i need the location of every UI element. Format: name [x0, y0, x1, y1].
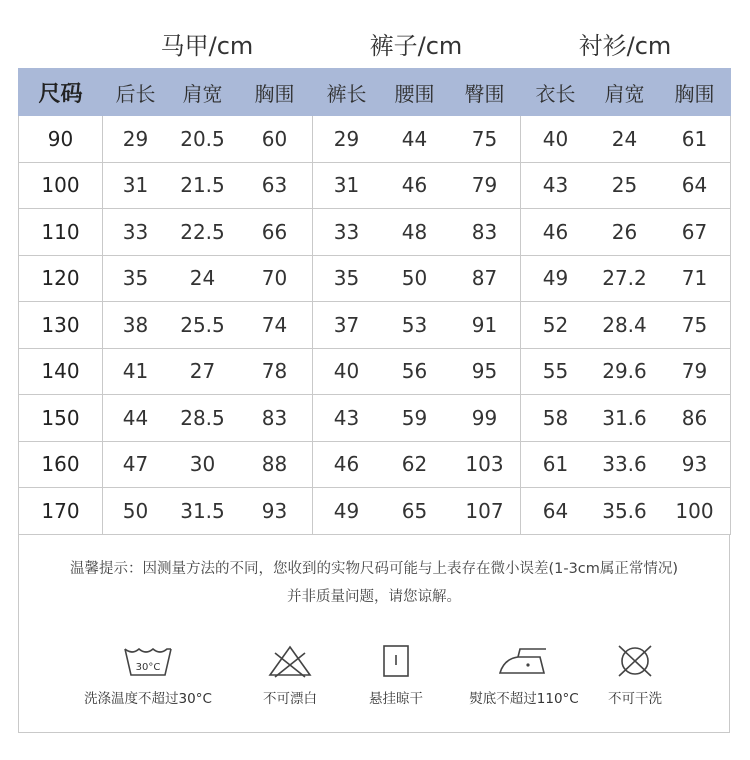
cell-shirt-shoulder: 24 [591, 116, 659, 163]
cell-size: 150 [19, 395, 103, 442]
table-row [19, 302, 731, 349]
cell-pants-hip: 87 [449, 255, 521, 302]
cell-pants-waist: 44 [381, 116, 449, 163]
notice-section [18, 535, 730, 733]
cell-vest-chest: 83 [237, 395, 313, 442]
cell-pants-hip: 91 [449, 302, 521, 349]
cell-shirt-length: 58 [521, 395, 591, 442]
cell-size: 130 [19, 302, 103, 349]
table-row [19, 441, 731, 488]
cell-shirt-length: 46 [521, 209, 591, 256]
cell-vest-shoulder: 30 [169, 441, 237, 488]
care-label-hang-dry: 悬挂晾干 [369, 691, 423, 707]
header-vest-back-length: 后长 [103, 69, 169, 116]
cell-vest-chest: 66 [237, 209, 313, 256]
care-wash [73, 643, 223, 707]
cell-vest-back-length: 50 [103, 488, 169, 535]
cell-pants-hip: 103 [449, 441, 521, 488]
cell-pants-length: 49 [313, 488, 381, 535]
cell-shirt-chest: 71 [659, 255, 731, 302]
cell-size: 100 [19, 162, 103, 209]
header-pants-waist: 腰围 [381, 69, 449, 116]
table-row [19, 255, 731, 302]
cell-shirt-shoulder: 29.6 [591, 348, 659, 395]
no-bleach-icon [267, 643, 313, 679]
cell-pants-waist: 59 [381, 395, 449, 442]
group-title-pants: 裤子/cm [369, 32, 463, 60]
care-label-dry-clean: 不可干洗 [608, 691, 662, 707]
table-row [19, 488, 731, 535]
cell-shirt-length: 52 [521, 302, 591, 349]
cell-pants-hip: 75 [449, 116, 521, 163]
header-pants-length: 裤长 [313, 69, 381, 116]
cell-vest-chest: 63 [237, 162, 313, 209]
cell-shirt-shoulder: 28.4 [591, 302, 659, 349]
cell-shirt-shoulder: 35.6 [591, 488, 659, 535]
cell-vest-back-length: 29 [103, 116, 169, 163]
cell-shirt-shoulder: 27.2 [591, 255, 659, 302]
cell-vest-shoulder: 24 [169, 255, 237, 302]
cell-shirt-length: 64 [521, 488, 591, 535]
table-row [19, 162, 731, 209]
care-label-iron: 熨底不超过110°C [469, 691, 579, 707]
notice-line-2: 并非质量问题，请您谅解。 [287, 589, 461, 605]
cell-shirt-shoulder: 33.6 [591, 441, 659, 488]
cell-pants-waist: 50 [381, 255, 449, 302]
notice-line-1: 温馨提示：因测量方法的不同，您收到的实物尺码可能与上表存在微小误差(1-3cm属正常情况) [69, 561, 679, 577]
cell-shirt-chest: 75 [659, 302, 731, 349]
cell-shirt-chest: 61 [659, 116, 731, 163]
cell-pants-hip: 99 [449, 395, 521, 442]
cell-vest-shoulder: 21.5 [169, 162, 237, 209]
care-label-bleach: 不可漂白 [263, 691, 317, 707]
cell-shirt-length: 43 [521, 162, 591, 209]
table-row [19, 395, 731, 442]
cell-pants-waist: 53 [381, 302, 449, 349]
wash-30-icon [121, 643, 175, 679]
header-vest-chest: 胸围 [237, 69, 313, 116]
cell-vest-back-length: 31 [103, 162, 169, 209]
cell-pants-waist: 46 [381, 162, 449, 209]
cell-vest-chest: 74 [237, 302, 313, 349]
cell-shirt-chest: 86 [659, 395, 731, 442]
cell-pants-waist: 56 [381, 348, 449, 395]
header-size: 尺码 [19, 69, 103, 116]
cell-size: 90 [19, 116, 103, 163]
cell-pants-waist: 62 [381, 441, 449, 488]
cell-pants-length: 35 [313, 255, 381, 302]
cell-size: 120 [19, 255, 103, 302]
table-row [19, 209, 731, 256]
cell-vest-back-length: 44 [103, 395, 169, 442]
cell-shirt-shoulder: 25 [591, 162, 659, 209]
notice-text [19, 555, 729, 611]
hang-dry-icon [381, 643, 411, 679]
care-label-wash: 洗涤温度不超过30°C [84, 691, 212, 707]
group-title-shirt: 衬衫/cm [578, 32, 672, 60]
header-shirt-chest: 胸围 [659, 69, 731, 116]
cell-shirt-chest: 64 [659, 162, 731, 209]
table-header-row [19, 69, 731, 116]
cell-vest-shoulder: 20.5 [169, 116, 237, 163]
header-shirt-shoulder: 肩宽 [591, 69, 659, 116]
header-vest-shoulder: 肩宽 [169, 69, 237, 116]
cell-pants-hip: 79 [449, 162, 521, 209]
cell-size: 110 [19, 209, 103, 256]
cell-pants-waist: 48 [381, 209, 449, 256]
cell-shirt-length: 49 [521, 255, 591, 302]
care-dry-clean [560, 643, 710, 707]
size-chart-table [18, 68, 731, 535]
cell-vest-chest: 78 [237, 348, 313, 395]
cell-vest-back-length: 41 [103, 348, 169, 395]
cell-pants-hip: 107 [449, 488, 521, 535]
cell-pants-hip: 95 [449, 348, 521, 395]
cell-size: 170 [19, 488, 103, 535]
cell-pants-length: 29 [313, 116, 381, 163]
cell-pants-hip: 83 [449, 209, 521, 256]
header-shirt-length: 衣长 [521, 69, 591, 116]
table-row [19, 348, 731, 395]
cell-vest-chest: 70 [237, 255, 313, 302]
cell-shirt-chest: 100 [659, 488, 731, 535]
cell-pants-length: 40 [313, 348, 381, 395]
cell-shirt-length: 55 [521, 348, 591, 395]
cell-shirt-length: 40 [521, 116, 591, 163]
group-title-vest: 马甲/cm [160, 32, 254, 60]
cell-pants-length: 31 [313, 162, 381, 209]
cell-vest-shoulder: 22.5 [169, 209, 237, 256]
cell-shirt-shoulder: 26 [591, 209, 659, 256]
cell-size: 160 [19, 441, 103, 488]
cell-vest-shoulder: 28.5 [169, 395, 237, 442]
cell-vest-back-length: 38 [103, 302, 169, 349]
cell-shirt-chest: 67 [659, 209, 731, 256]
cell-vest-back-length: 35 [103, 255, 169, 302]
no-dry-clean-icon [615, 643, 655, 679]
header-pants-hip: 臀围 [449, 69, 521, 116]
table-row [19, 116, 731, 163]
cell-shirt-length: 61 [521, 441, 591, 488]
cell-vest-chest: 88 [237, 441, 313, 488]
cell-vest-back-length: 47 [103, 441, 169, 488]
cell-pants-length: 43 [313, 395, 381, 442]
cell-shirt-shoulder: 31.6 [591, 395, 659, 442]
cell-shirt-chest: 93 [659, 441, 731, 488]
cell-vest-back-length: 33 [103, 209, 169, 256]
wash-temp-symbol: 30°C [135, 662, 161, 673]
cell-pants-length: 37 [313, 302, 381, 349]
iron-110-icon [494, 643, 554, 679]
cell-vest-shoulder: 31.5 [169, 488, 237, 535]
cell-vest-shoulder: 27 [169, 348, 237, 395]
cell-shirt-chest: 79 [659, 348, 731, 395]
cell-pants-length: 46 [313, 441, 381, 488]
cell-vest-shoulder: 25.5 [169, 302, 237, 349]
cell-pants-waist: 65 [381, 488, 449, 535]
cell-pants-length: 33 [313, 209, 381, 256]
cell-size: 140 [19, 348, 103, 395]
cell-vest-chest: 60 [237, 116, 313, 163]
cell-vest-chest: 93 [237, 488, 313, 535]
